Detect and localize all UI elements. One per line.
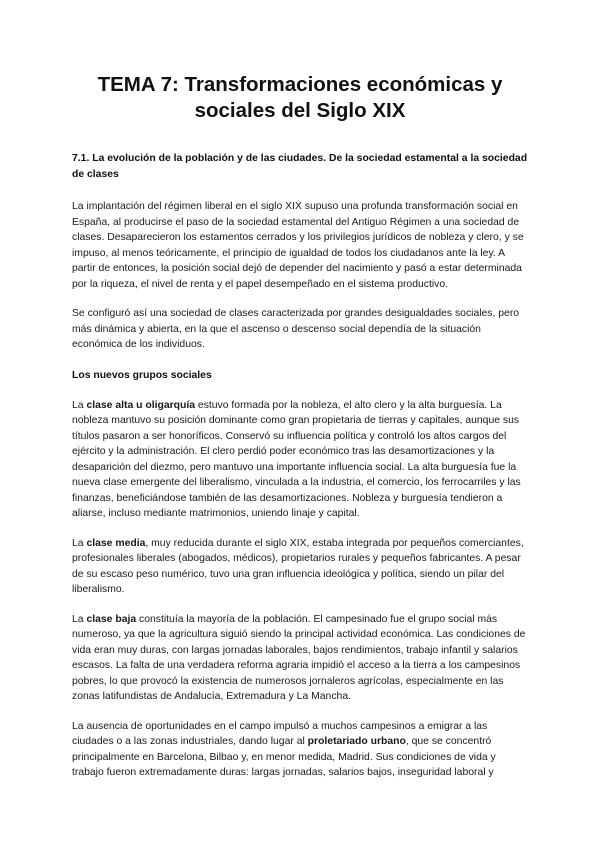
paragraph-clase-alta	[72, 398, 528, 522]
proletariado-text: , que se concentró principalmente en Barcelona, Bilbao y, en menor medida, Madrid. Sus condiciones de vida y trabajo fueron extremadamente duras: largas jornadas, salarios bajos, inseguridad laboral y	[72, 736, 496, 778]
page-title	[72, 72, 528, 124]
paragraph-clase-baja	[72, 612, 528, 705]
clase-alta-text: estuvo formada por la nobleza, el alto clero y la alta burguesía. La nobleza mantuvo su posición dominante como gran propietaria de tierras y capitales, aunque sus títulos pasaron a ser honoríficos. Conservó su influencia política y controló los altos cargos del ejército y la administración. El clero perdió poder económico tras las desamortizaciones y la desaparición del diezmo, pero mantuvo una importante influencia social. La alta burguesía fue la nueva clase emergente del liberalismo, vinculada a la industria, el comercio, los ferrocarriles y las finanzas, beneficiándose también de las desamortizaciones. Nobleza y burguesía tendieron a aliarse, incluso mediante matrimonios, uniendo linaje y capital.	[72, 399, 521, 519]
intro-paragraph-1: La implantación del régimen liberal en el siglo XIX supuso una profunda transformación social en España, al producirse el paso de la sociedad estamental del Antiguo Régimen a una sociedad de clases. Desaparecieron los estamentos cerrados y los privilegios jurídicos de nobleza y clero, y se impuso, al menos teóricamente, el principio de igualdad de todos los ciudadanos ante la ley. A partir de entonces, la posición social dejó de depender del nacimiento y pasó a estar determinada por la riqueza, el nivel de renta y el papel desempeñado en el sistema productivo.	[72, 201, 524, 290]
clase-media-term: clase media	[86, 537, 146, 549]
section-heading: 7.1. La evolución de la población y de las ciudades. De la sociedad estamental a la sociedad de clases	[72, 153, 528, 180]
paragraph-clase-media	[72, 536, 528, 598]
clase-media-prefix: La	[72, 537, 87, 549]
clase-baja-term: clase baja	[86, 613, 137, 625]
page-content	[72, 72, 528, 781]
paragraph-proletariado	[72, 719, 528, 781]
title-line-1: TEMA 7: Transformaciones económicas y	[97, 73, 503, 96]
subsection-heading: Los nuevos grupos sociales	[72, 369, 212, 381]
clase-alta-prefix: La	[72, 399, 87, 411]
title-line-2: sociales del Siglo XIX	[194, 99, 406, 122]
clase-alta-term: clase alta u oligarquía	[86, 399, 196, 411]
clase-baja-text: constituía la mayoría de la población. El campesinado fue el grupo social más numeroso, ya que la agricultura siguió siendo la principal actividad económica. Las condiciones de vida eran muy duras, con largas jornadas laborales, bajos rendimientos, trabajo infantil y salarios escasos. La falta de una verdadera reforma agraria impidió el acceso a la tierra a los campesinos pobres, lo que provocó la existencia de numerosos jornaleros agrícolas, especialmente en las zonas latifundistas de Andalucía, Extremadura y La Mancha.	[72, 613, 526, 702]
clase-media-text: , muy reducida durante el siglo XIX, estaba integrada por pequeños comerciantes, profesionales liberales (abogados, médicos), propietarios rurales y pequeños fabricantes. A pesar de su escaso peso numérico, tuvo una gran influencia ideológica y política, siendo un pilar del liberalismo.	[72, 537, 524, 595]
clase-baja-prefix: La	[72, 613, 87, 625]
proletariado-term: proletariado urbano	[307, 736, 406, 747]
proletariado-prefix: La ausencia de oportunidades en el campo impulsó a muchos campesinos a emigrar a las ciudades o a las zonas industriales, dando lugar al	[72, 720, 488, 747]
intro-paragraph-2: Se configuró así una sociedad de clases caracterizada por grandes desigualdades sociales, pero más dinámica y abierta, en la que el ascenso o descenso social dependía de la situación económica de los individuos.	[72, 308, 520, 350]
